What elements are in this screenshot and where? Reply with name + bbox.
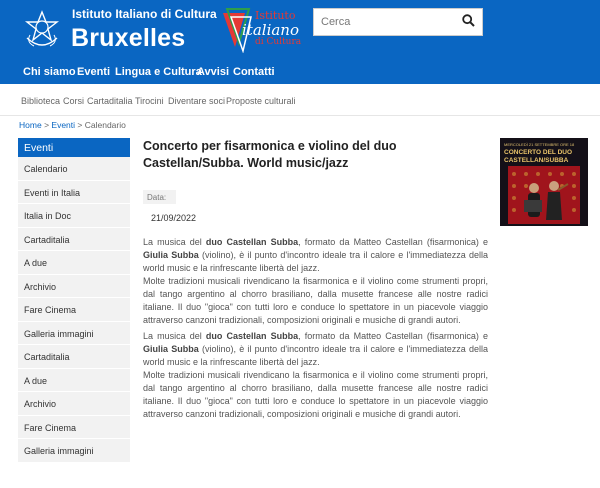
subnav-cartaditalia[interactable]: Cartaditalia [87, 96, 133, 106]
site-header [0, 0, 600, 60]
sidebar-item-fare-cinema[interactable]: Fare Cinema [18, 298, 130, 322]
subnav-corsi[interactable]: Corsi [63, 96, 85, 106]
search-input[interactable] [314, 9, 455, 35]
date-label: Data: [147, 193, 167, 202]
sidebar-item-eventi-in-italia[interactable]: Eventi in Italia [18, 181, 130, 205]
event-description [143, 236, 488, 421]
search-button[interactable] [454, 9, 482, 35]
breadcrumb [19, 120, 126, 130]
sidebar-item-a-due[interactable]: A due [18, 369, 130, 393]
subnav-biblioteca[interactable]: Biblioteca [21, 96, 61, 106]
breadcrumb-home[interactable]: Home [19, 120, 42, 130]
event-poster[interactable] [500, 138, 588, 226]
description-paragraph: La musica del duo Castellan Subba, formato da Matteo Castellan (fisarmonica) e Giulia Subba (violino), è il punto d'incontro ideale tra il calore e l'immediatezza della world music e la rinfrescante libertà del jazz. [143, 331, 488, 367]
city-name[interactable]: Bruxelles [71, 24, 186, 52]
breadcrumb-eventi[interactable]: Eventi [51, 120, 76, 130]
sidebar-item-galleria-immagini[interactable]: Galleria immagini [18, 439, 130, 463]
event-title: Concerto per fisarmonica e violino del duo Castellan/Subba. World music/jazz [143, 139, 397, 170]
logo-line-2: italiano [242, 21, 299, 39]
poster-title-1: CONCERTO DEL DUO [504, 149, 573, 156]
breadcrumb-current: Calendario [84, 120, 126, 130]
nav-chi-siamo[interactable]: Chi siamo [23, 66, 76, 78]
sidebar-item-italia-in-doc[interactable]: Italia in Doc [18, 204, 130, 228]
sidebar-title: Eventi [18, 138, 130, 157]
description-paragraph: Molte tradizioni musicali rivendicano la fisarmonica e il violino come strumenti propri, dal tango argentino al chorro brasiliano, dalla musette francese alle nostre radici italiane. Il duo "gioca" con tutti loro e conduce lo spettatore in un piacevole viaggio attraverso canzoni tradizionali, composizioni originali e musiche di grandi autori. [143, 370, 488, 419]
sidebar-item-fare-cinema[interactable]: Fare Cinema [18, 416, 130, 440]
logo-line-3: di Cultura [255, 37, 302, 47]
poster-title-2: CASTELLAN/SUBBA [504, 157, 569, 164]
search-box [313, 8, 483, 36]
italian-republic-emblem-icon [22, 8, 62, 52]
sidebar-item-archivio[interactable]: Archivio [18, 392, 130, 416]
subnav-proposte-culturali[interactable]: Proposte culturali [226, 96, 296, 106]
description-paragraph: Molte tradizioni musicali rivendicano la fisarmonica e il violino come strumenti propri, dal tango argentino al chorro brasiliano, dalla musette francese alle nostre radici italiane. Il duo "gioca" con tutti loro e conduce lo spettatore in un piacevole viaggio attraverso canzoni tradizionali, composizioni originali e musiche di grandi autori. [143, 276, 488, 325]
logo-line-1: Istituto [255, 9, 296, 22]
sidebar-item-calendario[interactable]: Calendario [18, 157, 130, 181]
description-paragraph: La musica del duo Castellan Subba, formato da Matteo Castellan (fisarmonica) e Giulia Subba (violino), è il punto d'incontro ideale tra il calore e l'immediatezza della world music e la rinfrescante libertà del jazz. [143, 237, 488, 273]
subnav-tirocini[interactable]: Tirocini [135, 96, 164, 106]
search-icon [462, 14, 475, 27]
poster-date: MERCOLEDÌ 21 SETTEMBRE ORE 18 [504, 142, 575, 147]
institute-name[interactable]: Istituto Italiano di Cultura [72, 7, 217, 21]
sidebar-item-archivio[interactable]: Archivio [18, 275, 130, 299]
sub-nav [0, 84, 600, 116]
breadcrumb-separator: > [44, 120, 50, 130]
nav-eventi[interactable]: Eventi [77, 66, 111, 78]
breadcrumb-separator: > [77, 120, 83, 130]
sidebar-item-galleria-immagini[interactable]: Galleria immagini [18, 322, 130, 346]
nav-contatti[interactable]: Contatti [233, 66, 275, 78]
subnav-diventare-soci[interactable]: Diventare soci [168, 96, 226, 106]
main-nav [0, 60, 600, 84]
sidebar-item-cartaditalia[interactable]: Cartaditalia [18, 228, 130, 252]
sidebar-item-cartaditalia[interactable]: Cartaditalia [18, 345, 130, 369]
nav-lingua-e-cultura[interactable]: Lingua e Cultura [115, 66, 202, 78]
date-label-box [143, 190, 176, 204]
event-date: 21/09/2022 [151, 213, 197, 223]
sidebar [18, 138, 130, 463]
nav-avvisi[interactable]: Avvisi [197, 66, 230, 78]
sidebar-item-a-due[interactable]: A due [18, 251, 130, 275]
